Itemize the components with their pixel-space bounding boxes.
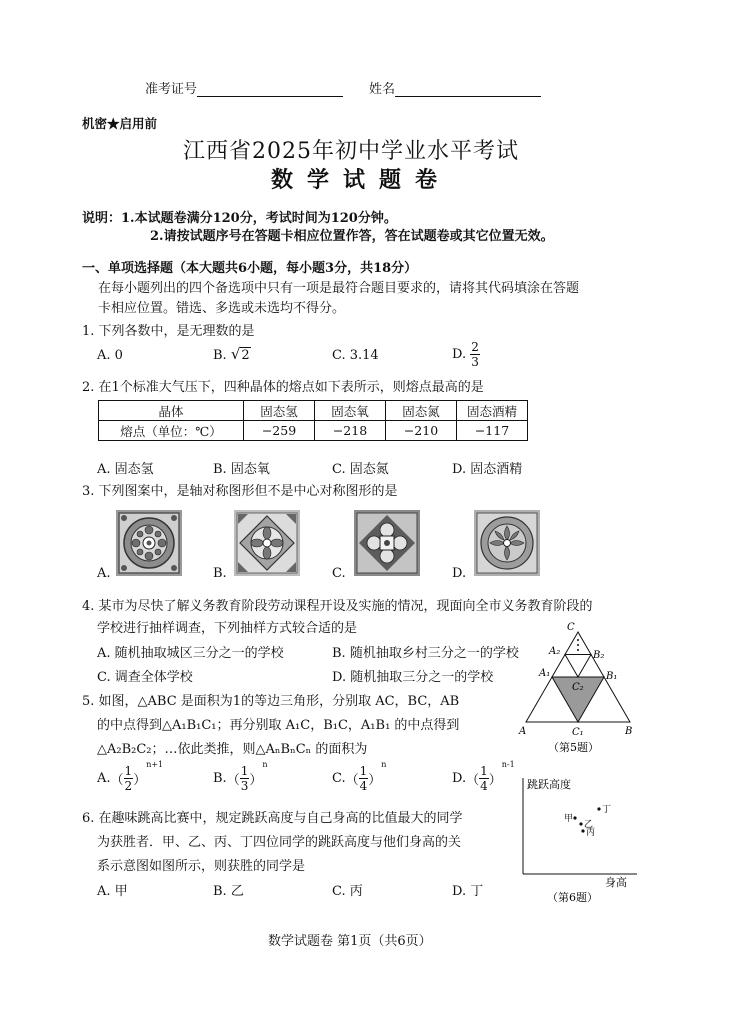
q3-option-d: D.	[452, 566, 467, 581]
tile-pattern-d-image	[474, 510, 540, 576]
name-label: 姓名	[369, 82, 396, 97]
section1-heading: 一、单项选择题（本大题共6小题，每小题3分，共18分）	[82, 261, 418, 276]
q4-stem-1: 4. 某市为尽快了解义务教育阶段劳动课程开设及实施的情况，现面向全市义务教育阶段的	[82, 599, 593, 614]
section1-instr-2: 卡相应位置。错选、多选或未选均不得分。	[98, 301, 346, 316]
table-row	[99, 421, 528, 441]
q5-fig-caption: （第5题）	[548, 741, 599, 754]
section1-instr-1: 在每小题列出的四个备选项中只有一项是最符合题目要求的，请将其代码填涂在答题	[98, 281, 580, 296]
q4-option-b: B. 随机抽取乡村三分之一的学校	[332, 646, 519, 661]
page-footer: 数学试题卷 第1页（共6页）	[268, 934, 432, 949]
q2-option-b: B. 固态氧	[213, 462, 270, 477]
label-a2: A₂	[549, 646, 561, 657]
q6-option-c: C. 丙	[332, 884, 363, 899]
q4-option-d: D. 随机抽取三分之一的学校	[332, 670, 494, 685]
notes-line-2: 2.请按试题序号在答题卡相应位置作答，答在试题卷或其它位置无效。	[150, 229, 554, 244]
q3-option-a: A.	[97, 566, 111, 581]
q5-option-b: B.（ $\frac{1}{3}$ ）$^n$	[213, 760, 268, 793]
q5-line-1: 5. 如图，△ABC 是面积为1的等边三角形，分别取 AC，BC，AB	[82, 694, 460, 709]
point-yi	[579, 822, 582, 825]
q2-option-d: D. 固态酒精	[452, 462, 523, 477]
label-b2: B₂	[593, 650, 605, 661]
q6-x-axis-label: 身高	[605, 876, 627, 889]
q1-option-b: B. √2	[213, 345, 250, 363]
q6-scatter-figure	[517, 774, 639, 906]
q6-y-axis-label: 跳跃高度	[527, 778, 571, 791]
table-cell: −210	[386, 421, 457, 441]
q2-option-c: C. 固态氮	[332, 462, 389, 477]
q3-stem: 3. 下列图案中，是轴对称图形但不是中心对称图形的是	[82, 484, 398, 499]
name-blank	[395, 82, 541, 97]
table-cell: −218	[315, 421, 386, 441]
q6-option-b: B. 乙	[213, 884, 244, 899]
label-a: A	[519, 726, 527, 737]
q6-line-3: 系示意图如图所示，则获胜的同学是	[97, 859, 306, 874]
table-header-row	[99, 401, 528, 421]
q1-option-c: C. 3.14	[332, 348, 379, 363]
q6-fig-caption: （第6题）	[547, 891, 598, 904]
secret-label: 机密★启用前	[82, 116, 158, 131]
q6-line-1: 6. 在趣味跳高比赛中，规定跳跃高度与自己身高的比值最大的同学	[82, 811, 463, 826]
point-jia	[573, 816, 576, 819]
label-a1: A₁	[539, 668, 551, 679]
name-field	[369, 78, 541, 97]
q5-option-d: D.（ $\frac{1}{4}$ ）$^{n-1}$	[452, 760, 515, 793]
table-cell: −259	[244, 421, 315, 441]
table-cell: −117	[457, 421, 528, 441]
point-bing-label: 丙	[586, 828, 596, 838]
exam-id-field	[145, 78, 343, 97]
table-header-cell: 晶体	[99, 401, 244, 421]
label-c2: C₂	[572, 682, 584, 693]
point-bing	[581, 829, 584, 832]
q1-d-fraction: $\frac{2}{3}$	[471, 340, 479, 369]
table-cell: 熔点（单位：℃）	[99, 421, 244, 441]
q5-line-3: △A₂B₂C₂；…依此类推，则△AₙBₙCₙ 的面积为	[97, 742, 368, 757]
table-header-cell: 固态氢	[244, 401, 315, 421]
point-ding-label: 丁	[602, 805, 612, 815]
q3-option-c: C.	[332, 566, 346, 581]
point-yi-label: 乙	[584, 820, 594, 830]
label-c: C	[567, 622, 575, 633]
point-ding	[597, 807, 600, 810]
notes-line-1: 说明：1.本试题卷满分120分，考试时间为120分钟。	[82, 211, 397, 226]
label-b1: B₁	[606, 671, 618, 682]
q6-option-d: D. 丁	[452, 884, 484, 899]
q2-stem: 2. 在1个标准大气压下，四种晶体的熔点如下表所示，则熔点最高的是	[82, 380, 484, 395]
q1-option-a: A. 0	[97, 348, 123, 363]
label-c1: C₁	[572, 727, 584, 738]
tile-pattern-c-image	[354, 510, 420, 576]
tile-pattern-b-image	[234, 510, 300, 576]
q1-option-d: D. $\frac{2}{3}$	[452, 340, 479, 369]
q5-line-2: 的中点得到△A₁B₁C₁；再分别取 A₁C，B₁C，A₁B₁ 的中点得到	[97, 718, 460, 733]
q5-triangle-figure	[515, 618, 640, 758]
sqrt-symbol: √	[230, 345, 241, 363]
q6-option-a: A. 甲	[97, 884, 128, 899]
q4-option-c: C. 调查全体学校	[97, 670, 193, 685]
label-b: B	[625, 726, 633, 737]
point-jia-label: 甲	[564, 814, 574, 824]
q6-line-2: 为获胜者．甲、乙、丙、丁四位同学的跳跃高度与他们身高的关	[97, 835, 462, 850]
table-header-cell: 固态氮	[386, 401, 457, 421]
melting-point-table	[98, 400, 528, 441]
q5-option-a: A.（ $\frac{1}{2}$ ）$^{n+1}$	[97, 760, 164, 793]
page-subtitle: 数学试题卷	[271, 167, 452, 193]
q5-option-c: C.（ $\frac{1}{4}$ ）$^n$	[332, 760, 387, 793]
tile-pattern-a-image	[116, 510, 182, 576]
q2-option-a: A. 固态氢	[97, 462, 154, 477]
q4-stem-2: 学校进行抽样调查，下列抽样方式较合适的是	[97, 621, 358, 636]
exam-id-blank	[197, 82, 343, 97]
q1-stem: 1. 下列各数中，是无理数的是	[82, 324, 255, 339]
exam-id-label: 准考证号	[145, 82, 198, 97]
q3-option-b: B.	[213, 566, 227, 581]
table-header-cell: 固态酒精	[457, 401, 528, 421]
q4-option-a: A. 随机抽取城区三分之一的学校	[97, 646, 284, 661]
table-header-cell: 固态氧	[315, 401, 386, 421]
page-title: 江西省2025年初中学业水平考试	[183, 139, 519, 164]
